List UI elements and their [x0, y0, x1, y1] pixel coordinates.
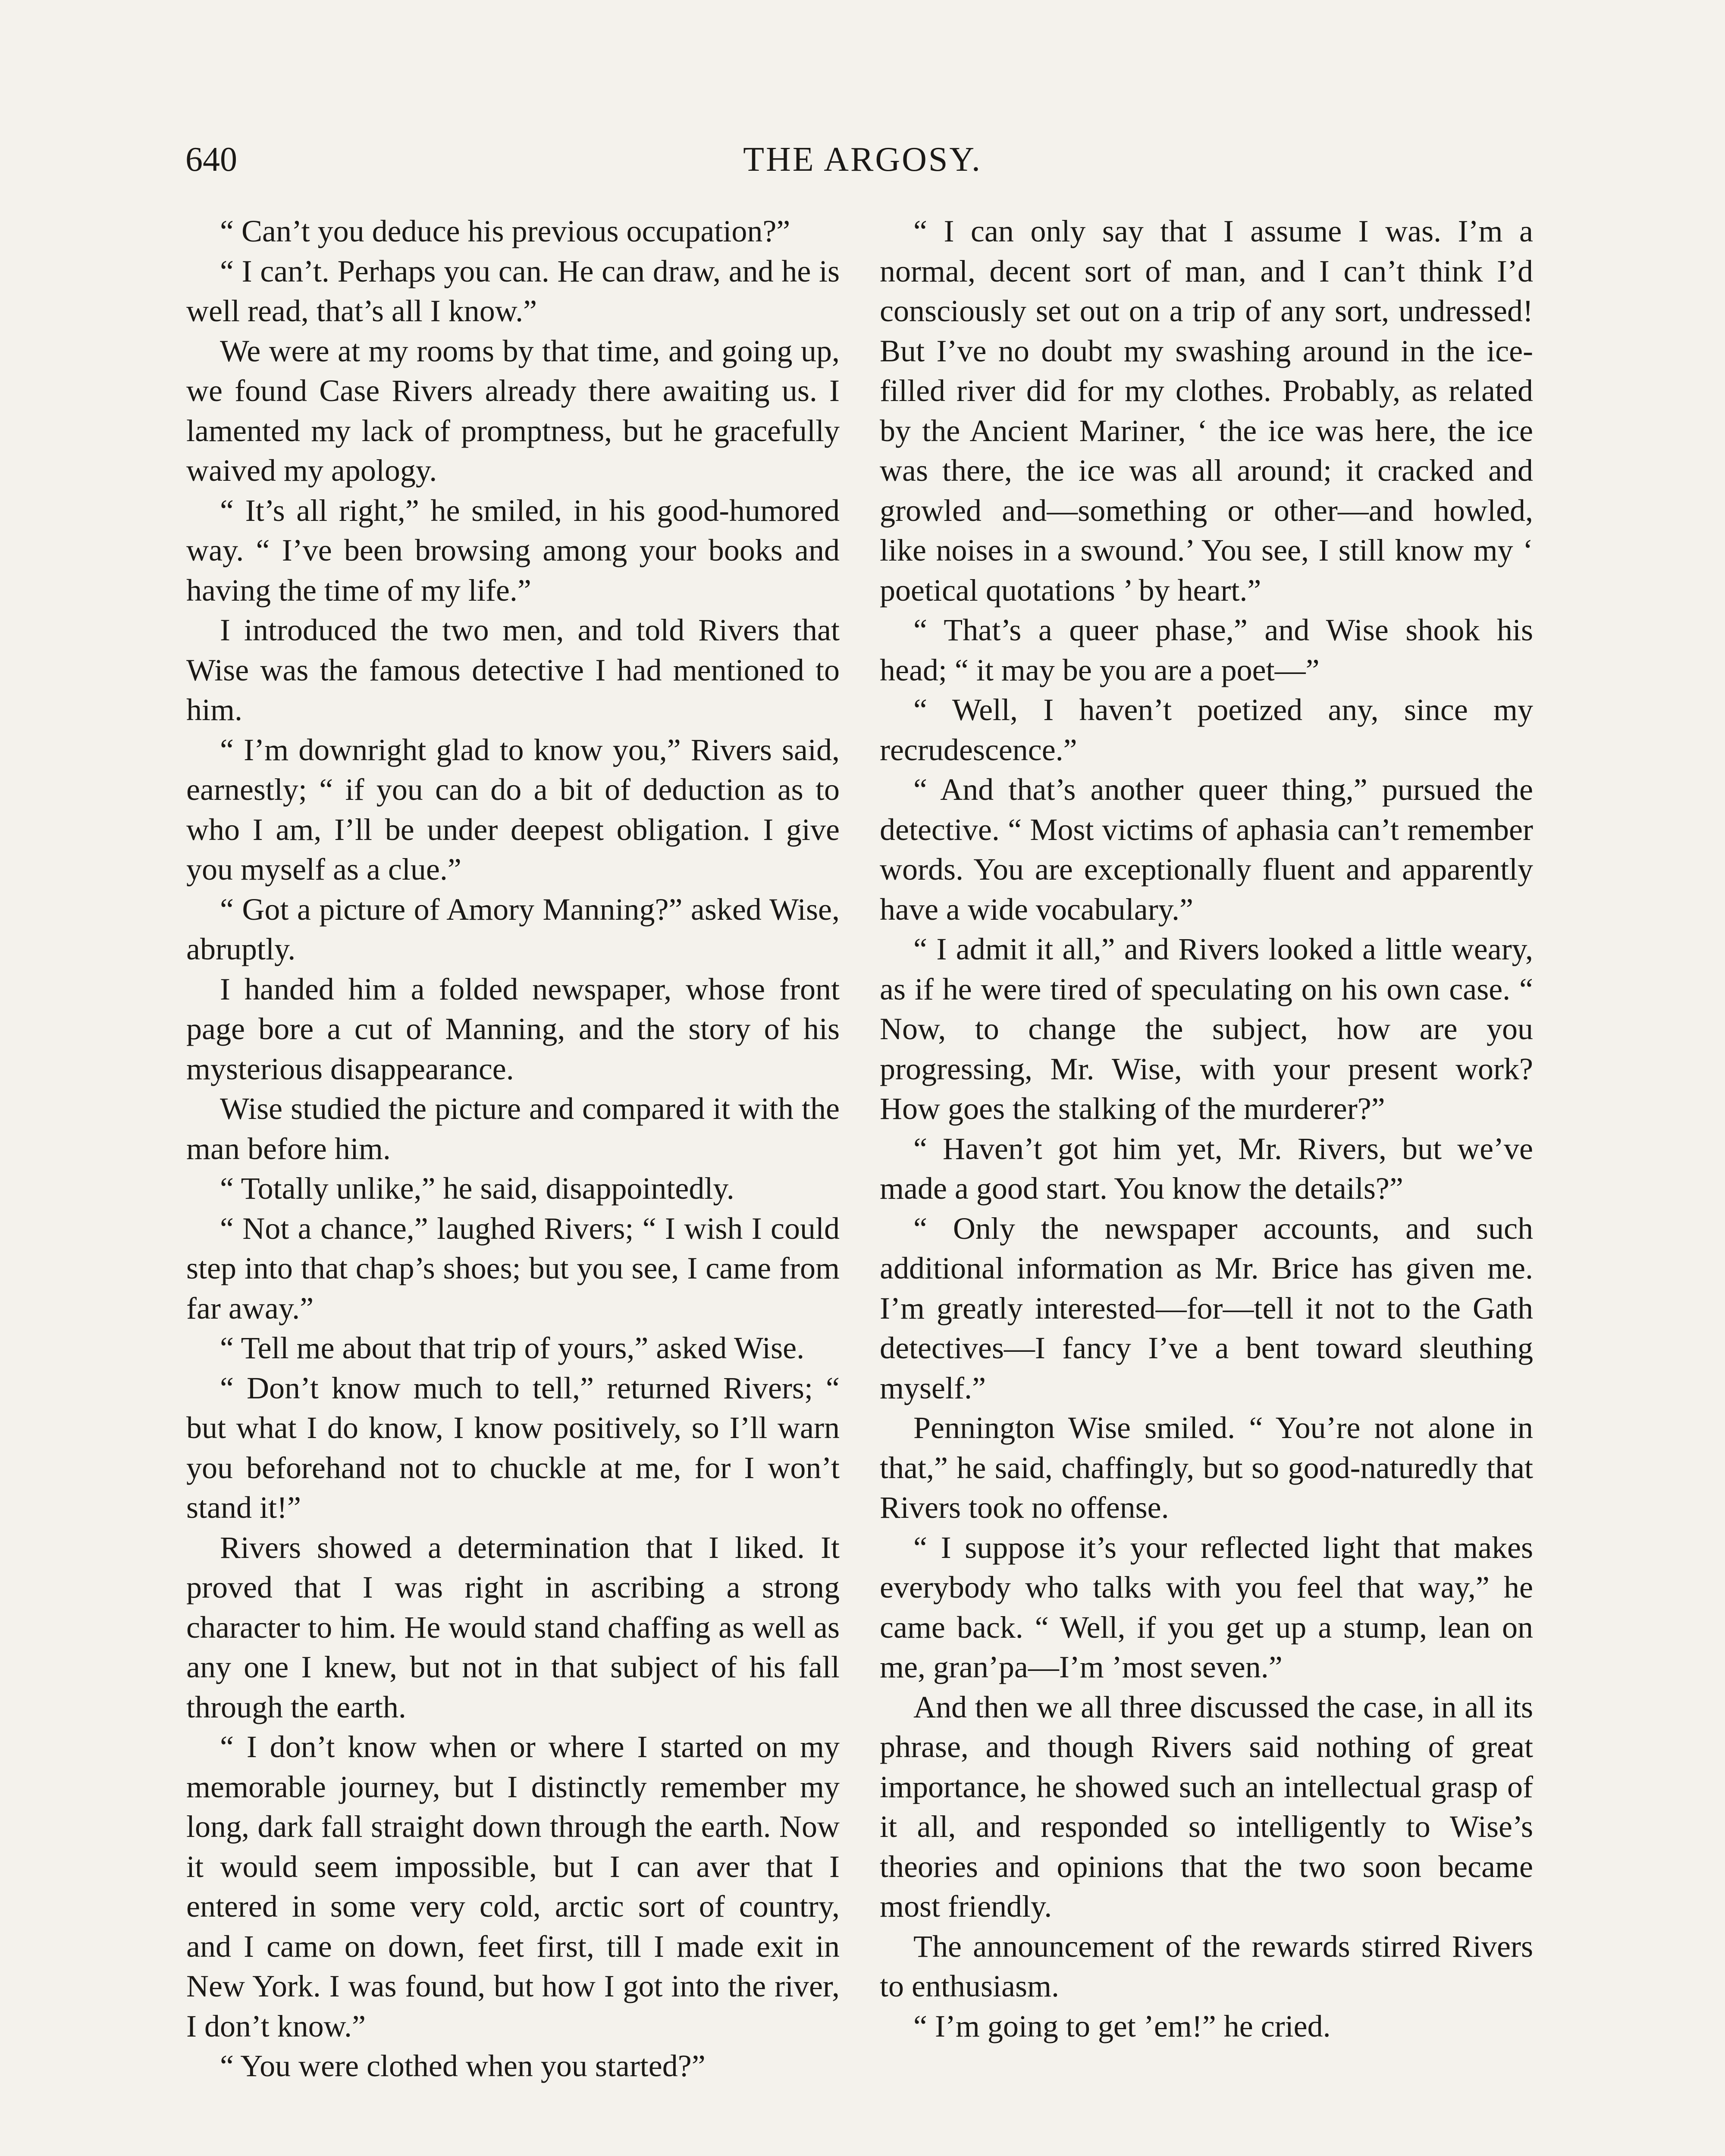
paragraph: “ Can’t you deduce his previous occupation?”	[220, 214, 790, 248]
right-column	[880, 211, 1533, 2046]
running-title: THE ARGOSY.	[743, 141, 982, 179]
paragraph: “ I can only say that I assume I was. I’m a normal, decent sort of man, and I can’t think I’d consciously set out on a trip of any sort, undressed! But I’ve no doubt my swashing around in the ice-filled river did for my clothes. Probably, as related by the Ancient Mariner, ‘ the ice was here, the ice was there, the ice was all around; it cracked and growled and—something or other—and howled, like noises in a swound.’ You see, I still know my ‘ poetical quotations ’ by heart.”	[880, 214, 1533, 608]
paragraph: “ Totally unlike,” he said, disappointedly.	[220, 1171, 734, 1206]
paragraph: “ Not a chance,” laughed Rivers; “ I wish I could step into that chap’s shoes; but you see, I came from far away.”	[186, 1211, 840, 1326]
paragraph: “ I suppose it’s your reflected light that makes everybody who talks with you feel that way,” he came back. “ Well, if you get up a stump, lean on me, gran’pa—I’m ’most seven.”	[880, 1530, 1533, 1684]
paragraph: “ I can’t. Perhaps you can. He can draw, and he is well read, that’s all I know.”	[186, 254, 840, 328]
paragraph: I handed him a folded newspaper, whose front page bore a cut of Manning, and the story of his mysterious disappearance.	[186, 971, 840, 1086]
paragraph: “ I admit it all,” and Rivers looked a little weary, as if he were tired of speculating on his own case. “ Now, to change the subject, how are you progressing, Mr. Wise, with your present work? How goes the stalking of the murderer?”	[880, 932, 1533, 1126]
paragraph: “ I’m going to get ’em!” he cried.	[913, 2009, 1331, 2043]
paragraph: And then we all three discussed the case, in all its phrase, and though Rivers said nothing of great importance, he showed such an intellectual grasp of it all, and responded so intelligently to Wise’s theories and opinions that the two soon became most friendly.	[880, 1689, 1533, 1924]
page-header	[185, 140, 1540, 192]
paragraph: Pennington Wise smiled. “ You’re not alone in that,” he said, chaffingly, but so good-naturedly that Rivers took no offense.	[880, 1410, 1533, 1525]
paragraph: “ I’m downright glad to know you,” Rivers said, earnestly; “ if you can do a bit of deduction as to who I am, I’ll be under deepest obligation. I give you myself as a clue.”	[186, 732, 840, 887]
paragraph: “ You were clothed when you started?”	[220, 2049, 706, 2083]
paragraph: Wise studied the picture and compared it with the man before him.	[186, 1091, 840, 1166]
paragraph: “ Haven’t got him yet, Mr. Rivers, but we’ve made a good start. You know the details?”	[880, 1131, 1533, 1206]
paragraph: “ Tell me about that trip of yours,” asked Wise.	[220, 1331, 805, 1365]
paragraph: I introduced the two men, and told Rivers that Wise was the famous detective I had mentioned to him.	[186, 613, 840, 727]
paragraph: “ Well, I haven’t poetized any, since my recrudescence.”	[880, 693, 1533, 767]
page-number: 640	[185, 141, 237, 179]
paragraph: “ That’s a queer phase,” and Wise shook his head; “ it may be you are a poet—”	[880, 613, 1533, 687]
paragraph: Rivers showed a determination that I liked. It proved that I was right in ascribing a strong character to him. He would stand chaffing as well as any one I knew, but not in that subject of his fall through the earth.	[186, 1530, 840, 1724]
paragraph: The announcement of the rewards stirred Rivers to enthusiasm.	[880, 1929, 1533, 2003]
paragraph: We were at my rooms by that time, and going up, we found Case Rivers already there awaiting us. I lamented my lack of promptness, but he gracefully waived my apology.	[186, 333, 840, 488]
left-column	[186, 211, 840, 2086]
paragraph: “ And that’s another queer thing,” pursued the detective. “ Most victims of aphasia can’t remember words. You are exceptionally fluent and apparently have a wide vocabulary.”	[880, 772, 1533, 927]
paragraph: “ Got a picture of Amory Manning?” asked Wise, abruptly.	[186, 892, 840, 966]
paragraph: “ I don’t know when or where I started on my memorable journey, but I distinctly remember my long, dark fall straight down through the earth. Now it would seem impossible, but I can aver that I entered in some very cold, arctic sort of country, and I came on down, feet first, till I made exit in New York. I was found, but how I got into the river, I don’t know.”	[186, 1730, 840, 2043]
paragraph: “ Only the newspaper accounts, and such additional information as Mr. Brice has given me. I’m greatly interested—for—tell it not to the Gath detectives—I fancy I’ve a bent toward sleuthing myself.”	[880, 1211, 1533, 1405]
paragraph: “ Don’t know much to tell,” returned Rivers; “ but what I do know, I know positively, so I’ll warn you beforehand not to chuckle at me, for I won’t stand it!”	[186, 1370, 840, 1525]
paragraph: “ It’s all right,” he smiled, in his good-humored way. “ I’ve been browsing among your books and having the time of my life.”	[186, 493, 840, 608]
